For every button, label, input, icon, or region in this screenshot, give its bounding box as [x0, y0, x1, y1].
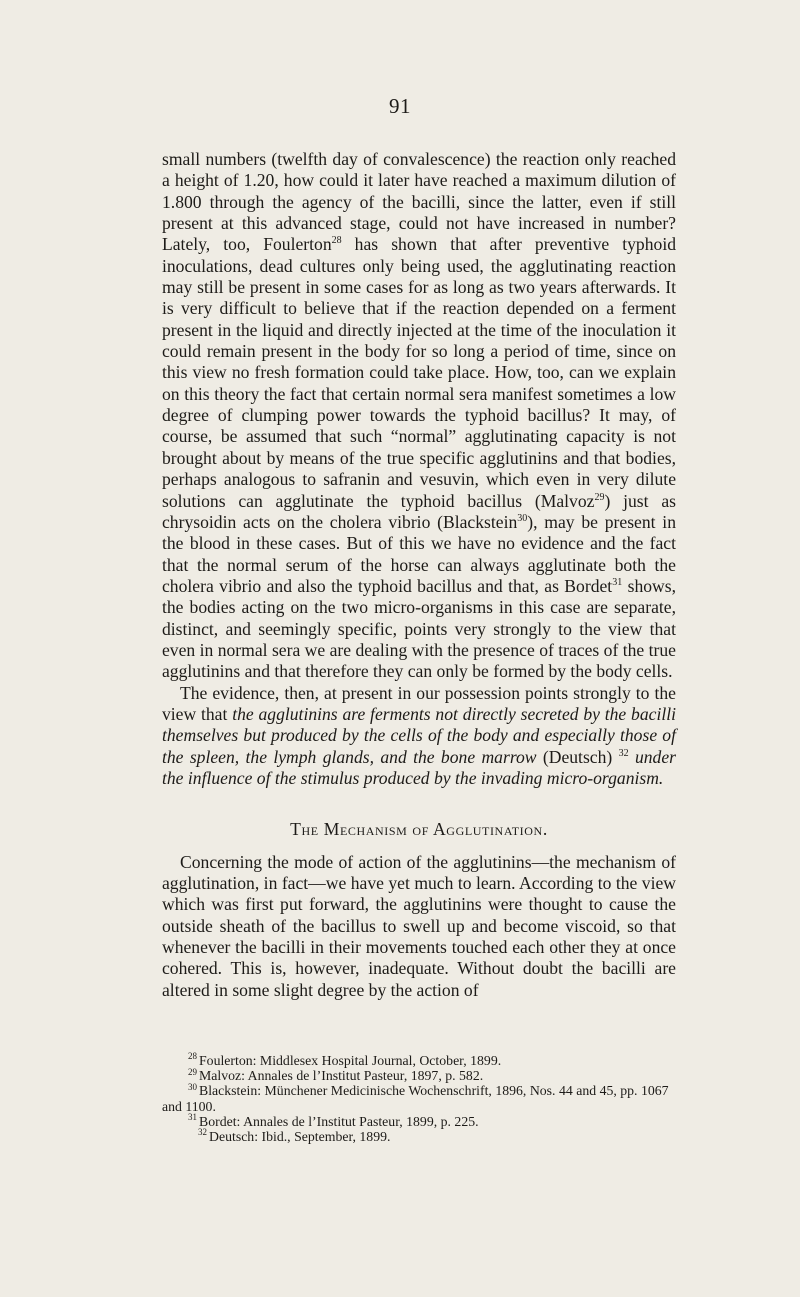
p1-text-1: small numbers (twelfth day of convalescence) the reaction only reached a height of 1.20, how could it later have reached a maximum dilution of 1.800 through the agency of the bacilli, since the latter, even if still present at this advanced stage, could not have increased in number? Lately, too, Foulerton: [162, 149, 676, 255]
footnote-ref-32: 32: [618, 747, 629, 759]
section-heading: The Mechanism of Agglutination.: [290, 819, 548, 840]
p1-text-4: ), may be present in the blood in these cases. But of this we have no evidence and the fact that the normal serum of the horse can always agglutinate both the cholera vibrio and also the typhoid bacillus and that, as Bordet: [162, 511, 676, 596]
footnote: [162, 1129, 676, 1144]
footnote-number: 30: [188, 1081, 197, 1092]
p1-text-5: shows, the bodies acting on the two micro-organisms in this case are separate, distinct, and seemingly specific, points very strongly to the view that even in normal sera we are dealing with the presence of traces of the true agglutinins and that therefore they can only be formed by the body cells.: [162, 575, 676, 682]
p2-italic-2: under the influence of the stimulus produced by the invading micro-organism.: [162, 746, 676, 788]
p2-text-1: The evidence, then, at present in our possession points strongly to the view that: [162, 682, 676, 724]
footnote-text: Foulerton: Middlesex Hospital Journal, October, 1899.: [199, 1053, 502, 1068]
paragraph-1: [162, 149, 676, 683]
p1-text-3: ) just as chrysoidin acts on the cholera vibrio (Blackstein: [162, 490, 676, 532]
footnote-ref-30: 30: [517, 512, 528, 524]
paragraph-2: [162, 683, 676, 790]
footnote: [162, 1068, 676, 1083]
p1-text-2: has shown that after preventive typhoid inoculations, dead cultures only being used, the agglutinating reaction may still be present in some cases for as long as two years afterwards. It is very difficult to believe that if the reaction depended on a ferment present in the liquid and directly injected at the time of the inoculation it could remain present in the body for so long a period of time, since on this view no fresh formation could take place. How, too, can we explain on this theory the fact that certain normal sera manifest sometimes a low degree of clumping power towards the typhoid bacillus? It may, of course, be assumed that such “normal” agglutinating capacity is not brought about by means of the true specific agglutinins and that bodies, perhaps analogous to safranin and vesuvin, which even in very dilute solutions can agglutinate the typhoid bacillus (Malvoz: [162, 234, 676, 511]
footnote-ref-31: 31: [612, 577, 623, 589]
p2-text-2: (Deutsch): [536, 746, 619, 767]
footnote-text: Blackstein: Münchener Medicinische Wochenschrift, 1896, Nos. 44 and 45, pp. 1067 and 1100.: [162, 1083, 669, 1114]
footnote-ref-29: 29: [594, 491, 605, 503]
p2-italic-1: the agglutinins are ferments not directly secreted by the bacilli themselves but produced by the cells of the body and especially those of the spleen, the lymph glands, and the bone marrow: [162, 703, 676, 767]
footnote-text: Malvoz: Annales de l’Institut Pasteur, 1897, p. 582.: [199, 1068, 484, 1084]
body-text: [162, 149, 676, 1001]
footnote-text: Deutsch: Ibid., September, 1899.: [209, 1129, 391, 1145]
footnote-number: 29: [188, 1066, 197, 1077]
footnote-ref-28: 28: [331, 235, 342, 247]
footnote-number: 32: [198, 1127, 207, 1138]
footnote-number: 31: [188, 1112, 197, 1123]
footnote-number: 28: [188, 1051, 197, 1062]
footnote: [162, 1083, 676, 1113]
footnotes: [162, 1053, 676, 1144]
page-number: 91: [389, 94, 411, 118]
footnote: [162, 1053, 676, 1068]
paragraph-3: Concerning the mode of action of the agglutinins—the mechanism of agglutination, in fact—we have yet much to learn. According to the view which was first put forward, the agglutinins were thought to cause the outside sheath of the bacillus to swell up and become viscoid, so that whenever the bacilli in their movements touched each other they at once cohered. This is, however, inadequate. Without doubt the bacilli are altered in some slight degree by the action of: [162, 851, 676, 1000]
footnote-text: Bordet: Annales de l’Institut Pasteur, 1899, p. 225.: [199, 1113, 479, 1129]
footnote: [162, 1114, 676, 1129]
